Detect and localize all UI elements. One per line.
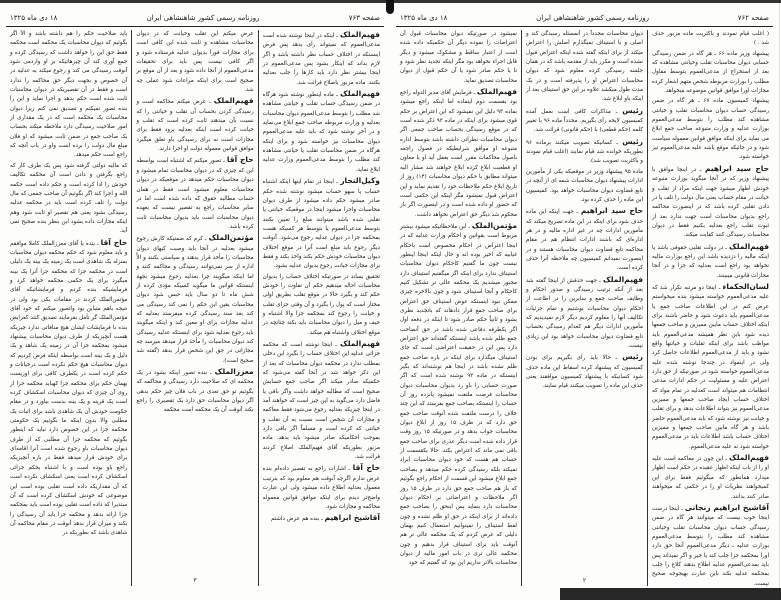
paragraph-text: تصور میکنم که اشتباه است بواسطه این که چیزی که در دیوان محاسبات تمام میشود و دیوان محاسبات حکم میدهد در موقعیکه در دیوان محاسبات معلوم میشود است فقط در همان حساب مطالبه حقوق که داده شده است اما در سایر محاسبات راجع به تقصیر نیست که بعهده دیوان محاسبات است باید بدیوان محاسبات ثابت کرده باشد. <box>136 158 254 230</box>
column-3 <box>6 30 132 586</box>
speaker-heading: لسان‌الحکماء <box>722 281 769 291</box>
paragraph-text: مذاکرات کافی است بعمل آمده کمیسیون لایحه رأی بگیریم. مجدداً ماده ۹۶ با تغییر کلمه (حکم قطعی) با (حکم قانونی) قرائت شد. <box>526 108 643 134</box>
paragraph: فهیم‌الملک ـ جهت حذفش از اینجا گفته شد بعد از آنکه ترتیب رسیدگی و صدور احکام و وظایف صاحب جمع و سایرین را در اطاعت از احکام دیوان محاسبات نوشتیم و تمام جزئیات تکالیف آنها را معلوم کردیم دیگر لازم نمیدیدیم که مأمورین ادارات دیگر هم کعدام رسیدگی بحساب تابع قضاوت دیوان محاسبات خواهد بود این زیادی نیست. <box>526 274 643 349</box>
speaker-heading: وکیل‌التجار <box>340 176 380 186</box>
paragraph-text: کرم که ضمنیکه کارش رجوع میشود بعدلیه در آنجا باید وصیت کیهای دیوان محاسبات را مأخذ قرار بدهند و سیاستی بکنند و الاَّ اداره از سر نمی‌توانند رسیدگی و محاکمه کنند و اما اینکه میگویند چرا بعدلیه رجوع میشود بجهة اینستکه قوانین ما میگوید کسیکه مؤدی کرده از شش ماه تا دو سال باید حبس شود دیوان محاسبات یقین این حکم را نمی کند رسیدگی می کند بعد سند رسیدگی کرده میفرستد بعدلیه که عدلیه مجازات برای او معین کند و اینکه میگویند باید رجوع بعدلیه شود برای اینستکه عدلیه رسیدگی کند دیوان محاسبات را مأخذ قرار میدهد میرسد چه مجازاتی در حق این شخص قرار بدهد (گفته شد صحیح است). <box>136 236 254 364</box>
paragraph-text: ( اغلب قیام نمودند و باکثریت ماده مزبور حذف شد . ) <box>652 31 769 47</box>
paragraph: فهیم‌الملک ـ در دولت تقلبی حقوقی باشد یا اینکه مالیه را دزدیده باشد این راجع بوزارت مالیه نخواهد بود راجع است بعدلیه که جزا و در آنجا مجازات قانونی میبینند. <box>652 241 769 279</box>
speaker-heading: فهیم‌الملک <box>340 339 380 348</box>
speaker-heading: رئیس <box>622 352 644 362</box>
gazette-title: روزنامه رسمی کشور شاهنشاهی ایران <box>146 14 260 22</box>
paragraph-text: که مالیه دولتی گرفته شود پس یک طرف کار که راجع بگرفتن و دادن است آن محکمه تکالیف خودش را ادا کرده است و حکم داده است حکمه الله و اجرا کند اگر بگوئیم آن صاحب جمعی که مال دولت را تلف کرده است باید در محکمه عدلیه رسیدگی بشود یعنی هم تقصیر او ثابت شود وهم اینکه مجازات داده بشود این بنظر بنده صحیح نمی آید. <box>10 162 128 235</box>
paragraph-text: ماده ۹۵ پیشنهاد وزیر در موقعیکه یکی از مأمورین ادارات پیشنهاد دیوان محاسبات شمه ای از آنچه در تابع قضاوت دیوان محاسبات خواهد بود. کمیسیون این ماده را حذف کرده بود. <box>526 168 643 203</box>
speaker-heading: حاج آقا <box>226 155 254 165</box>
paragraph-text: کسانیکه تصویب میکنند برماده ۹۶ بطوریکه خوانده شد قیام نمایند (اغلب قیام نمودند و باکثریت تصویب شد). <box>526 139 643 165</box>
paragraph: فهیم‌الملک ـ فرمایش آقای مدیر الدوله راجع بود بقسمت دوم اینماده اما اینکه راجع میشود بماده ۹۳ دلیل این نمیشود که این اعتراض بر حکم قوی میشود برای اینکه در ماده ۹۳ ذکر شده است که در موقع رسیدگی بحساب صاحب جمعی اگر دیوان محاسبات نظراتی داشته باشد بتوسط اداره متبوعه او موافق شرایطیکه در فصول راجعه باصول محاکمات مقرر است بعمل آید او یا معاون او قطعیت ابلاغ کرده ابلاغ خواهند شد مشار الیه میتواند مطابق با حکم دیوان محاسبات (۱۴) روز از تاریخ ابلاغ حکم ملاحظات خود را تقدیم نماید و این اعتراض قبول نمیشود مگر اینکه این حکمی است که حضور او داده شده است و در اینصورت اگر باز محکوم شد دیگر حق اعتراض نخواهد داشت. <box>400 87 517 218</box>
scan-binding-shadow <box>386 0 394 14</box>
speaker-heading: حاج سید ابراهیم <box>580 206 644 216</box>
paragraph-text: حالا باید رأی بگیریم برای بودن کمیسیون که پیشنهاد کرده اسقاط این ماده حذف شود کسانیکه با پیشنهاد کمیسیون موافقند یعنی حذف این ماده را تصویب میکنند قیام نمایند. <box>526 355 643 390</box>
paragraph: حاج سید ابراهیم ـ در اینجا موافق با پیشنهاد وزیر که در آنجا میگوید بوزارت متبوعه خودش اظهار میشود جهت اینکه مراد از تقلب و خیانت در مقام حساب یعنی مال دولت را تلف یا در دادن تقلبی کرده باشد که در اینصورت محاکمه راجع بدیوان محاسبات است جهت ندارد بعد از ثبوت تقلب راجع بعدلیه بکنیم فقط در دیوان محاسبات رسیدگی کنند کفایت میکند. <box>652 163 770 239</box>
speaker-heading: فهیم‌الملک <box>729 241 769 251</box>
paragraph-text: اینجا دو مرتبه تکرار شد که علیه مدعی‌العموم خواسته میشود بنده میخواستم عرض کنم در این اطلاعات صاحب جمع یا مدعی‌العموم باید دعوت شود و حاضر باشند برای اینکه اختلاف حساب مابین ممیزین و صاحب جمعها دیده شود باین نظر همیشه مدعی‌العموم باید مواظب باشد برای اینکه تقلبات و خیانتها واقع نشود و باید از مدعی‌العموم اطلاعات حاصل کرد ولی در اینمواد در چندجا نوشته شده علیه مدعی‌العموم خواسته شود در صورتیکه از حق دارد اعتراض علیه و مسئولیت در حکم ادارات مدعی انتظامات هم میتواند است کعدلیه در تمام مواد که اختلاف حساب ایجاد صاحب جمعها و ممیزین مدعی‌العموم نیز بتواند اطلاعات بدهد و برای تقلب و خیانت نیز نوشته شود که باید مدعی‌العموم حاضر باشد و هر گاه مابین صاحب جمعها و ممیزین اختلاف حساب باشد اطلاعات باید در مدعی‌العموم خواسته شود نه علیه مدعی‌العموم. <box>652 284 769 450</box>
paragraph: آقاشیخ ابراهیم ـ بنده هم عرض داشتم <box>270 513 380 523</box>
paragraph <box>652 50 769 97</box>
paragraph-text: اینجا درست اینجا خوب نیست که میتوانند هر گاه در ضمن رسیدگی حساب دیوان محاسبات تقلب وخیانتی مشاهده کند مطلب را بتوسط مدعی‌العموم بوزارت عدلیه ـ دیگر مدعی‌العموم آنجا حق دارد اورا بمحکمه جزا جلب کند یا خیر و اگر نمیداند پس باید بمدعی‌العموم عدلیه اطلاع بدهند کلاغ را جلب بمحکمه عدلیه بکند باین عبارت بهیجوجه صحیح نیست. <box>652 505 769 586</box>
paragraph: فهیم‌الملک ـ اینجا نوشته است که محکمه جزائی عدلیه این اختلاف حساب را بگیرد این دخلی بمطلب ندارد در محکمه دیوان محاسبات که بعد از این ذکر خواهد شد در آنجا گفته می‌شود که حکمیکه صادر میکند اگر صاحب جمع حسابش صحیح است که مطالبه خواهد داشت واگر باقی یا فاضل دارد می‌گوید به این چیز است که خواهند آمد در اینجا چیزیکه بعدلیه رجوع می‌شود فقط معاکمه و مجازات آن شخص است نسبت به آن تقلب و خیانتی که کرده است و مسلماً اگر باقی دارد بموجب احکامیکه صادر میشود باید بدهد. ماده مزبور بطوریکه آقای فهیم‌الملک اصلاح کردند قرائت شد. <box>262 339 380 461</box>
scan-bottom-shadow <box>560 588 781 600</box>
page-left <box>0 0 390 600</box>
paragraph <box>652 30 769 49</box>
paragraph: رئیس ـ مذاکرات کافی است بعمل آمده کمیسیون لایحه رأی بگیریم. مجدداً ماده ۹۶ با تغییر کلمه (حکم قطعی) با (حکم قانونی) قرائت شد. <box>526 105 643 134</box>
paragraph-text: پیشنهاد وزیر ماده ۶۶ ـ هر گاه در ضمن رسیدگی حسابی دیوان محاسبات تقلب وخیانتی مشاهده که بعد از استخراج از مدعی‌العموم بتوسط مقاول مطلب را بوزارت مربوطه شخص متهم اشعار کرده مجازات اورا موافق قوانین موضوعه میخواهد. <box>652 50 769 95</box>
paragraph-text: فرمایش آقای مدیر الدوله راجع بود بقسمت دوم اینماده اما اینکه راجع میشود بماده ۹۳ دلیل این نمیشود که این اعتراض بر حکم قوی میشود برای اینکه در ماده ۹۳ ذکر شده است که در موقع رسیدگی بحساب صاحب جمعی اگر دیوان محاسبات نظراتی داشته باشد بتوسط اداره متبوعه او موافق شرایطیکه در فصول راجعه باصول محاکمات مقرر است بعمل آید او یا معاون او قطعیت ابلاغ کرده ابلاغ خواهند شد مشار الیه میتواند مطابق با حکم دیوان محاسبات (۱۴) روز از تاریخ ابلاغ حکم ملاحظات خود را تقدیم نماید و این اعتراض قبول نمیشود مگر اینکه این حکمی است که حضور او داده شده است و در اینصورت اگر باز محکوم شد دیگر حق اعتراض نخواهد داشت. <box>400 90 517 218</box>
paragraph: فهیم‌الملک ـ عرض میکنم محاکمه است و رسیدگی کردن بحساب آن تقلب و خیانتی را که نسبت بآن میدهند ثابت کرده است که تقلب و خیانت کرده است اینکه بعدلیه برود فقط برای مجازات است نه برای رسیدگی باو تعلق میگیرد موافق قوانین معموله دولت او اجرا دارند. <box>136 96 254 153</box>
paragraph: معززالملک ـ بنده تصور اینکه بشود در یک محکمه ای که صلاحیت دارد رسیدگی و محاکمه که بگوئیم تو حق تعدی در باب فلان چیز حکم بدهی اگر دیوان محاسبات حق دارد یک تقصیری را راجع بکند آنوقت آن یک محکمه است محکمه <box>136 367 254 414</box>
speaker-heading: مؤتمن‌الملک <box>471 220 518 230</box>
paragraph-text: تحقیق بساند در صورتیکه اختلاف حساب را بدیوان محاسبات احاله میدهیم حکم آن تفاوت را خودش حکم کند و بگیرد حالا در موقع تقلب بطریق اولی مختار است که پول را بگیرد و آن وقتی جزای تقلب و خیانت را رجوع کند بمحکمه جزا والا اشتباه و حیف و میل را دیوان محاسبات باید بکند چنانچه در موقع اختلاف واشتباه هم میکند. <box>262 273 380 336</box>
footer-page-number: ۳ <box>193 577 197 584</box>
page-number: صفحه ۷۶۲ <box>737 14 769 22</box>
gazette-title: روزنامه رسمی کشور شاهنشاهی ایران <box>536 14 650 22</box>
speaker-heading: فهیم‌الملک <box>603 274 643 284</box>
speaker-heading: رئیس <box>622 136 643 146</box>
paragraph-text: ماده اینطور نوشته شود هرگاه در ضمن رسیدگی حساب تقلب و خیانتی مشاهده شد مطلب را بتوسط مدعی‌العموم دیوان محاسبات بعدلیه و وزارت مربوطه صاحب جمع ابلاغ می‌نماید و در آخر نوشته شود که باید علیه مدعی‌العموم دیوان محاسبات نیز خواسته شود و برای اینکه هرگاه در ضمن محاسبات تقلب یا خیانتی مشاهده کند مطلب را بتوسط مدعی‌العموم وزارت عدلیه ابلاغ نماید. <box>262 92 380 173</box>
speaker-heading: مؤتمن‌الملک <box>208 233 254 243</box>
issue-date: ۱۸ دی ماه ۱۳۲۵ <box>10 14 58 22</box>
paragraph-text: دیوان محاسبات مجدداً در آنمسئله رسیدگی کند و اصلی و با استیناف نمیگذارم اصلش را اعتراض میکند از برای اینکه گفته شده اینکه اعتراض قبول نشده است و مکرر باید از مقدمه باشد که در همان جلسه رسیدگی کرده معلوم شود که دیوان محاسبات اعتراض او را پذیرفته است و در یک مدت طول میکشد علاوه بر این حق استیناف بعد از اینکه باو ابلاغ شد. <box>525 31 643 103</box>
paragraph: فهیم‌الملک ـ اینکه در اینجا نوشته شده است مدعی‌العموم که نمیتواند رأی بدهد پس فرض اینستکه در اختلاف حساب نظر داشته باشد و اگر لازم بداند که اینکار بشود پس مدعی‌العموم در اینجا بیشتر نظر دارد باید کارها را جلب بعدلیه بکنند. ماده مزبور باصلاح قرائت شد. <box>262 30 380 86</box>
paragraph: حاج آقا ـ اشارات راجع به تقصیر داده‌ام بنده عرض ندارم اگرچه آنوقت هم معلوم بود که بترتیب معمول بعدلیه اطلاع داده میشود ولی این عبارت واضح‌تر دیدم برای اینکه موافق قوانین معموله محاکمه و مجازات شود. <box>262 463 380 510</box>
paragraph <box>526 30 643 105</box>
footer-page-number: ۲ <box>582 577 587 584</box>
columns <box>6 30 384 586</box>
speaker-heading: آقاشیخ ابراهیم زنجانی <box>684 502 770 512</box>
columns <box>396 30 773 586</box>
speaker-heading: معززالملک <box>214 367 254 377</box>
speaker-heading: آقاشیخ ابراهیم <box>324 513 380 523</box>
paragraph <box>136 30 253 95</box>
paragraph: وکیل‌التجار ـ اینجا در تمام اینها اینکه اشتباه حساب یا سهو حساب میشود نوشته شده حکم صادر میشود حکم داده میشود از طرف دیوان محاسبات واجرا میشود اینجا در موقعیکه خیانتی یا تقلبی شده باشد میتوانند مبلغ را تعیین بکنند بتوسط مدعی‌العموم یا بتوسط هر کسیکه هست بمحکمه جزا در دیوان عدلیه رجوع می‌شود. آنوقت دیگر رجوع باید مبلغ است آنرا در موقع اختلاف دیوان محاسبات خودش حکم بکند واخذ بکند و فقط برای مجازات خیانت رجوع بدیوان عدلیه بشود. <box>262 176 380 270</box>
paragraph <box>400 30 517 86</box>
paragraph <box>652 97 769 162</box>
paragraph: آقاشیخ ابراهیم زنجانی ـ اینجا درست اینجا خوب نیست که میتوانند هر گاه در ضمن رسیدگی حساب دیوان محاسبات تقلب وخیانتی مشاهده کند مطلب را بتوسط مدعی‌العموم بوزارت عدلیه ـ دیگر مدعی‌العموم آنجا حق دارد اورا بمحکمه جزا جلب کند یا خیر و اگر نمیداند پس باید بمدعی‌العموم عدلیه اطلاع بدهند کلاغ را جلب بمحکمه عدلیه بکند باین عبارت بهیجوجه صحیح نیست. <box>652 502 770 586</box>
paragraph-text: اینجا در تمام اینها اینکه اشتباه حساب یا سهو حساب میشود نوشته شده حکم صادر میشود حکم داده میشود از طرف دیوان محاسبات واجرا میشود اینجا در موقعیکه خیانتی یا تقلبی شده باشد میتوانند مبلغ را تعیین بکنند بتوسط مدعی‌العموم یا بتوسط هر کسیکه هست بمحکمه جزا در دیوان عدلیه رجوع می‌شود. آنوقت دیگر رجوع باید مبلغ است آنرا در موقع اختلاف دیوان محاسبات خودش حکم بکند واخذ بکند و فقط برای مجازات خیانت رجوع بدیوان عدلیه بشود. <box>262 179 380 270</box>
paragraph: حاج آقا ـ بنده با آقای معززالملک کاملا موافقم و باید معلوم شود که حکم محکمه دیوان محاسبات بمنزله یک شاهدی است یک زمینه یک بینه یک دلیلی است در محکمه جزا که محکمه جزا آنرا یک بینه میگیرد برای یک حکمی محکمه خواهد کرد و فرمایشیکه بنده کردم و فرمایشاتیکه آقای مؤتمن‌الملک کردند در مقامات یکی بود ولی در نتیجه باهم متباین بود واتصور میکنم که خود آقای مؤتمن‌الملک گر تأمل بفرمایند تصدیق کنند کعرایض بنده با فرمایشات ایشان هیچ منافاتی ندارد چیزیکه هست آنچیزیکه از طرف دیوان محاسبات پیشنهاد میشود بمحکمه جزا آن در زمینه یک شاهد و یک دلیل و یک بینه است بواسطه اینکه فرض کردیم که دیوان محاسبات هیچ حکم نکرده است درخیانات و حکم کرده است در یکطرف کافی برای اوزیست بهمان حکم برای محکمه جزا کهباید محکمه جزا از روی آن چیزی که دیوان محاسبات اسکشاف کرده است یک قرینه و یک بینه بدست بیاورد و در مقام حکومت خودش آن یک شاهدی باشد برای اثبات یک مطلبی والا بدون اینکه ما بگوئیم یک حکومتی محکمه جزا در این خصوص دارد نباید که اینطور بگوئیم که محکمه جزا آن مطلبی که از طرف دیوان محاسبات باو رجوع شده است آنرا اقامه‌ای برای خودش قرار میدهد فقط در باره آنچیزیکه راجع باو بوده است و با اشتباه بحکم جزائی اسکشاف کرده است یعنی اسکشاف نکرده است که آن مقداریکه داده است تقلبی بوده است این موضوعی که خودش اسکشاف کرده است که آن سندیرا که داده است تقلبی بوده است باید بمحکمه جزا ارائه بدهد و محکمه جزا باید آن رسیدگی را بکند و میزان قرار بدهد آنوقت در مقام محاکمه آن شاهدی باشد که بطوریکه در <box>10 237 128 537</box>
column-1 <box>259 30 384 586</box>
paragraph: فهیم‌الملک ـ ماده اینطور نوشته شود هرگاه در ضمن رسیدگی حساب تقلب و خیانتی مشاهده شد مطلب را بتوسط مدعی‌العموم دیوان محاسبات بعدلیه و وزارت مربوطه صاحب جمع ابلاغ می‌نماید و در آخر نوشته شود که باید علیه مدعی‌العموم دیوان محاسبات نیز خواسته شود و برای اینکه هرگاه در ضمن محاسبات تقلب یا خیانتی مشاهده کند مطلب را بتوسط مدعی‌العموم وزارت عدلیه ابلاغ نماید. <box>262 89 380 173</box>
speaker-heading: حاج آقا <box>352 463 380 473</box>
page-number: صفحه ۷۶۳ <box>348 14 380 22</box>
speaker-heading: فهیم‌الملک <box>477 87 517 97</box>
paragraph-text: عرض میکنم این تقلب وخیانت که در دیوان محاسبات مشاهده و ثابت شده این کافی است برای مجازات فورا بدیوان عدلیه فرستاده شود و اگر کافی نیست پس باید برای تحقیقات مدعی‌العموم از آنجا داده شود و بعد از آن موقع بر صحیح است برای اینکه مراعات شود عملی چه شد. <box>136 31 254 94</box>
paragraph-text: در اینجا موافق با پیشنهاد وزیر که در آنجا میگوید بوزارت متبوعه خودش اظهار میشود جهت اینکه مراد از تقلب و خیانت در مقام حساب یعنی مال دولت را تلف یا در دادن تقلبی کرده باشد که در اینصورت محاکمه راجع بدیوان محاسبات است جهت ندارد بعد از ثبوت تقلب راجع بعدلیه بکنیم فقط در دیوان محاسبات رسیدگی کنند کفایت میکند. <box>652 166 769 239</box>
paragraph-text: بنده هم عرض داشتم <box>270 516 320 523</box>
paragraph: مؤتمن‌الملک ـ کرم که ضمنیکه کارش رجوع میشود بعدلیه در آنجا باید وصیت کیهای دیوان محاسبات را مأخذ قرار بدهند و سیاستی بکنند و الاَّ اداره از سر نمی‌توانند رسیدگی و محاکمه کنند و اما اینکه میگویند چرا بعدلیه رجوع میشود بجهة اینستکه قوانین ما میگوید کسیکه مؤدی کرده از شش ماه تا دو سال باید حبس شود دیوان محاسبات یقین این حکم را نمی کند رسیدگی می کند بعد سند رسیدگی کرده میفرستد بعدلیه که عدلیه مجازات برای او معین کند و اینکه میگویند باید رجوع بعدلیه شود برای اینستکه عدلیه رسیدگی کند دیوان محاسبات را مأخذ قرار میدهد میرسد چه مجازاتی در حق این شخص قرار بدهد (گفته شد صحیح است). <box>136 233 254 364</box>
issue-date: ۱۸ دی ماه ۱۳۲۵ <box>400 14 448 22</box>
paragraph-text: پیشنهاد کمیسیون ماده ۶۷ ـ هر گاه در ضمن رسیدگی حساب دیوان محاسبات تقلب و خیانتی مشاهده کند مطلب را بتوسط مدعی‌العموم بوزارت عدلیه و وزارت متبوعه صاحب جمع ابلاغ می نماید برای اینکه موافق قوانین معموله سیاست شود و در جائیکه موقع باشد علیه مدعی‌العموم نیز خواسته شود. <box>652 98 769 161</box>
paragraph-text: بنده تصور اینکه بشود در یک محکمه ای که صلاحیت دارد رسیدگی و محاکمه که بگوئیم تو حق تعدی در باب فلان چیز حکم بدهی اگر دیوان محاسبات حق دارد یک تقصیری را راجع بکند آنوقت آن یک محکمه است محکمه <box>136 370 254 414</box>
paragraph-text: بنده با آقای معززالملک کاملا موافقم و باید معلوم شود که حکم محکمه دیوان محاسبات بمنزله یک شاهدی است یک زمینه یک بینه یک دلیلی است در محکمه جزا که محکمه جزا آنرا یک بینه میگیرد برای یک حکمی محکمه خواهد کرد و فرمایشیکه بنده کردم و فرمایشاتیکه آقای مؤتمن‌الملک کردند در مقامات یکی بود ولی در نتیجه باهم متباین بود واتصور میکنم که خود آقای مؤتمن‌الملک گر تأمل بفرمایند تصدیق کنند کعرایض بنده با فرمایشات ایشان هیچ منافاتی ندارد چیزیکه هست آنچیزیکه از طرف دیوان محاسبات پیشنهاد میشود بمحکمه جزا آن در زمینه یک شاهد و یک دلیل و یک بینه است بواسطه اینکه فرض کردیم که دیوان محاسبات هیچ حکم نکرده است درخیانات و حکم کرده است در یکطرف کافی برای اوزیست بهمان حکم برای محکمه جزا کهباید محکمه جزا از روی آن چیزی که دیوان محاسبات اسکشاف کرده است یک قرینه و یک بینه بدست بیاورد و در مقام حکومت خودش آن یک شاهدی باشد برای اثبات یک مطلبی والا بدون اینکه ما بگوئیم یک حکومتی محکمه جزا در این خصوص دارد نباید که اینطور بگوئیم که محکمه جزا آن مطلبی که از طرف دیوان محاسبات باو رجوع شده است آنرا اقامه‌ای برای خودش قرار میدهد فقط در باره آنچیزیکه راجع باو بوده است و با اشتباه بحکم جزائی اسکشاف کرده است یعنی اسکشاف نکرده است که آن مقداریکه داده است تقلبی بوده است این موضوعی که خودش اسکشاف کرده است که آن سندیرا که داده است تقلبی بوده است باید بمحکمه جزا ارائه بدهد و محکمه جزا باید آن رسیدگی را بکند و میزان قرار بدهد آنوقت در مقام محاکمه آن شاهدی باشد که بطوریکه در <box>10 240 128 537</box>
paragraph-text: جهت اینکه این ماده حذف شود برای اینکه در این ماده تصریح میکند که مأمورین ادارات چه در غیر اداره مالیه و در هر اداره‌ای که باشند ادارات انتظام هم در مقام محاکمه تابع قضاوت دیوان محاسبات هستند و در اینصورت نمیدانم کمیسیون چه ملاحظه آنرا حذف کرده است. <box>526 209 643 272</box>
page-header <box>396 10 773 27</box>
paragraph-text: باید صلاحیت حکم را هم داشته باشد و الاّ اگر بگوئیم که دیوان محاسبات یک محکمه است محکمه فقط حق این را خواهد داشت که رسیدگی کرده و جمع آوری کند آن چیزهائیکه بر او واردمی شود آنوقت رسیدگی می کند و رجوع میکند به عدلیه در آن خصوص و بجهت دیگر حق محاکمه را ندارد است و فقط در آن تقصیریکه در دیوان محاسبات ثابت شده است حکم بدهد و اجرا نماید و این را بنده تصور نمیکنم و تصدیق نمی کنم زیرا دیوان محاسبات یک محکمه است که در یک مقداری از امور صلاحیت رسیدگی دارد ملاحظه میکند بحساب یک صاحب جمع در ضمن ثابت میشود که او فلان مبلغ مال دولت را برده است واو در باب آنچه که راجع است حکم میدهد. <box>10 31 128 159</box>
paragraph <box>526 168 643 205</box>
column-2 <box>132 30 258 586</box>
speaker-heading: حاج سید ابراهیم <box>704 163 770 173</box>
paragraph-text: جهت حذفش از اینجا گفته شد بعد از آنکه ترتیب رسیدگی و صدور احکام و وظایف صاحب جمع و سایرین را در اطاعت از احکام دیوان محاسبات نوشتیم و تمام جزئیات تکالیف آنها را معلوم کردیم دیگر لازم نمیدیدیم که مأمورین ادارات دیگر هم کعدام رسیدگی بحساب تابع قضاوت دیوان محاسبات خواهد بود این زیادی نیست. <box>526 277 643 349</box>
paragraph-text: اشارات راجع به تقصیر داده‌ام بنده عرض ندارم اگرچه آنوقت هم معلوم بود که بترتیب معمول بعدلیه اطلاع داده میشود ولی این عبارت واضح‌تر دیدم برای اینکه موافق قوانین معموله محاکمه و مجازات شود. <box>262 466 380 510</box>
column-2 <box>522 30 648 586</box>
speaker-heading: فهیم‌الملک <box>729 453 769 463</box>
paragraph <box>10 162 127 237</box>
paragraph: فهیم‌الملک ـ این چون در معاکمه است علیه او را از باب اینکه اظهار عقیده در حکم است اظهار میدارد همانطور که میگوئیم فقط برای این کمیخواهند نظریات او را در حکمی که میخواهند صادر کنند بدانند. <box>652 453 769 500</box>
paragraph-text: نمیشود در صورتیکه دیوان محاسبات قبول آن اعتراضات را نموده دیگر آن حکمیکه داده شده است از اعتبار ساقط و مشکوک میشود و دیگر قابل اجراء نخواهد بود مگر اینکه تجدید نظر شود و تا یا حکم صادر شود یا آن حکم قبول از دیوان محاسبات تصدیق نماید. <box>400 31 517 84</box>
paragraph: حاج آقا ـ تصور میکنم که اشتباه است بواسطه این که چیزی که در دیوان محاسبات تمام میشود و دیوان محاسبات حکم میدهد در موقعیکه در دیوان محاسبات معلوم میشود است فقط در همان حساب مطالبه حقوق که داده شده است اما در سایر محاسبات راجع به تقصیر نیست که بعهده دیوان محاسبات است باید بدیوان محاسبات ثابت کرده باشد. <box>136 155 254 230</box>
paragraph: مؤتمن‌الملک ـ این ملاحظاتیکه میشود بیشتر مربوط است بقوانین و احکام وزارت عدلیه که در اینجا اعتراض در احکام مخصوص است باحکام غیابیه که اخیر بوده انه و حال اینکه اینجا اینطور نیست چون ما گفتیم کاحکام دیوان محاسبات استیناف ندارد برای اینکه اگر میگفتیم استیناف دارد مجبور میشدیم یک محکمه عالی تر تشکیل کنیم کاحکام و آنجا استیناف شود و چون بالاخره چیزی ممکن نبود اینستکه عوض استیناف حق اعتراض برای صاحب جمع قرار دادهاند که باتجدید نظری بشود و ثانیاً حکم صادر شود تا اینکه در دفعه اول اگر یکطرفه دفاعی شده باشد در حق آنصاحب جمع ظلم شده باشد اینستکه گفته‌اند حق اعتراض دارد پس این در حقیقت اعتراضی است که جای استیناف میگذارد برای اینکه در باره صاحب جمع ظلم نشده باشد در اینجا هم نوشته‌اند که بگیر اینستکه در ماده ۹۳ نوشته شده است که اگر صورت حسابی را باو رد بدیوان محاسبات دیوان محاسبات فرصت ملتفت نمیشود پانزده روز آن حساب را اینستکه بصاحب جمع بفرستد که این چند خلاف را درست ملتفت شده آنوقت صاحب جمع حق دارد که در ظرف ۱۵ روز از ابلاغ دیوان محاسبات جواب بدهد و در صورتیکه ۱۵ روز وقت قرار داده شده است دیگر عذری برای صاحب جمع باقی نمی ماند که اعتراض بکند. حالا یکقسمت از حساب هم هست که خود دیوان محاسبات ایراد نمیکند بلکه رسیدگی کرده حکم میدهد و بصاحب جمع ابلاغ میشود این قسمت از احکام راجع بگوئیم که باز هم صاحب جمع حق دارد در ظرف ۱۵ روز اگر ملاحظات و اعتراضاتی بر احکام دیوان محاسبات دارد بنماید پس اینحق را بصاحب جمع داده‌اند از برای اینکه در حق او ظلم نشده و چون لفظ استیناف را نمیتوانیم استعمال کنیم بهمان دلیلی که عرض کردم که یک محکمه عالی تر هم آنوقت باید برای استیناف قرار بدهیم و چون محکمه عالی تری در باب امور مالیه از دیوان محاسبات بالاتر نداریم این بود که گفتیم که خود <box>399 220 518 567</box>
paragraph: حاج سید ابراهیم ـ جهت اینکه این ماده حذف شود برای اینکه در این ماده تصریح میکند که مأمورین ادارات چه در غیر اداره مالیه و در هر اداره‌ای که باشند ادارات انتظام هم در مقام محاکمه تابع قضاوت دیوان محاسبات هستند و در اینصورت نمیدانم کمیسیون چه ملاحظه آنرا حذف کرده است. <box>526 206 644 272</box>
paragraph-text: اینجا نوشته است که محکمه جزائی عدلیه این اختلاف حساب را بگیرد این دخلی بمطلب ندارد در محکمه دیوان محاسبات که بعد از این ذکر خواهد شد در آنجا گفته می‌شود که حکمیکه صادر میکند اگر صاحب جمع حسابش صحیح است که مطالبه خواهد داشت واگر باقی یا فاضل دارد می‌گوید به این چیز است که خواهند آمد در اینجا چیزیکه بعدلیه رجوع می‌شود فقط معاکمه و مجازات آن شخص است نسبت به آن تقلب و خیانتی که کرده است و مسلماً اگر باقی دارد بموجب احکامیکه صادر میشود باید بدهد. ماده مزبور بطوریکه آقای فهیم‌الملک اصلاح کردند قرائت شد. <box>262 342 380 461</box>
paragraph-text: در دولت تقلبی حقوقی باشد یا اینکه مالیه را دزدیده باشد این راجع بوزارت مالیه نخواهد بود راجع است بعدلیه که جزا و در آنجا مجازات قانونی میبینند. <box>652 244 769 279</box>
page-header <box>6 10 384 27</box>
paragraph: رئیس ـ کسانیکه تصویب میکنند برماده ۹۶ بطوریکه خوانده شد قیام نمایند (اغلب قیام نمودند و باکثریت تصویب شد). <box>526 136 643 165</box>
paragraph <box>10 30 127 161</box>
paragraph-text: عرض میکنم محاکمه است و رسیدگی کردن بحساب آن تقلب و خیانتی را که نسبت بآن میدهند ثابت کرده است که تقلب و خیانت کرده است اینکه بعدلیه برود فقط برای مجازات است نه برای رسیدگی باو تعلق میگیرد موافق قوانین معموله دولت او اجرا دارند. <box>136 99 254 153</box>
paragraph-text: این ملاحظاتیکه میشود بیشتر مربوط است بقوانین و احکام وزارت عدلیه که در اینجا اعتراض در احکام مخصوص است باحکام غیابیه که اخیر بوده انه و حال اینکه اینجا اینطور نیست چون ما گفتیم کاحکام دیوان محاسبات استیناف ندارد برای اینکه اگر میگفتیم استیناف دارد مجبور میشدیم یک محکمه عالی تر تشکیل کنیم کاحکام و آنجا استیناف شود و چون بالاخره چیزی ممکن نبود اینستکه عوض استیناف حق اعتراض برای صاحب جمع قرار دادهاند که باتجدید نظری بشود و ثانیاً حکم صادر شود تا اینکه در دفعه اول اگر یکطرفه دفاعی شده باشد در حق آنصاحب جمع ظلم شده باشد اینستکه گفته‌اند حق اعتراض دارد پس این در حقیقت اعتراضی است که جای استیناف میگذارد برای اینکه در باره صاحب جمع ظلم نشده باشد در اینجا هم نوشته‌اند که بگیر اینستکه در ماده ۹۳ نوشته شده است که اگر صورت حسابی را باو رد بدیوان محاسبات دیوان محاسبات فرصت ملتفت نمیشود پانزده روز آن حساب را اینستکه بصاحب جمع بفرستد که این چند خلاف را درست ملتفت شده آنوقت صاحب جمع حق دارد که در ظرف ۱۵ روز از ابلاغ دیوان محاسبات جواب بدهد و در صورتیکه ۱۵ روز وقت قرار داده شده است دیگر عذری برای صاحب جمع باقی نمی ماند که اعتراض بکند. حالا یکقسمت از حساب هم هست که خود دیوان محاسبات ایراد نمیکند بلکه رسیدگی کرده حکم میدهد و بصاحب جمع ابلاغ میشود این قسمت از احکام راجع بگوئیم که باز هم صاحب جمع حق دارد در ظرف ۱۵ روز اگر ملاحظات و اعتراضاتی بر احکام دیوان محاسبات دارد بنماید پس اینحق را بصاحب جمع داده‌اند از برای اینکه در حق او ظلم نشده و چون لفظ استیناف را نمیتوانیم استعمال کنیم بهمان دلیلی که عرض کردم که یک محکمه عالی تر هم آنوقت باید برای استیناف قرار بدهیم و چون محکمه عالی تری در باب امور مالیه از دیوان محاسبات بالاتر نداریم این بود که گفتیم که خود <box>399 223 517 567</box>
paragraph: رئیس ـ حالا باید رأی بگیریم برای بودن کمیسیون که پیشنهاد کرده اسقاط این ماده حذف شود کسانیکه با پیشنهاد کمیسیون موافقند یعنی حذف این ماده را تصویب میکنند قیام نمایند. <box>526 352 644 390</box>
speaker-heading: رئیس <box>622 105 643 115</box>
speaker-heading: حاج آقا <box>100 237 128 247</box>
paragraph: لسان‌الحکماء ـ اینجا دو مرتبه تکرار شد که علیه مدعی‌العموم خواسته میشود بنده میخواستم عرض کنم در این اطلاعات صاحب جمع یا مدعی‌العموم باید دعوت شود و حاضر باشند برای اینکه اختلاف حساب مابین ممیزین و صاحب جمعها دیده شود باین نظر همیشه مدعی‌العموم باید مواظب باشد برای اینکه تقلبات و خیانتها واقع نشود و باید از مدعی‌العموم اطلاعات حاصل کرد ولی در اینمواد در چندجا نوشته شده علیه مدعی‌العموم خواسته شود در صورتیکه از حق دارد اعتراض علیه و مسئولیت در حکم ادارات مدعی انتظامات هم میتواند است کعدلیه در تمام مواد که اختلاف حساب ایجاد صاحب جمعها و ممیزین مدعی‌العموم نیز بتواند اطلاعات بدهد و برای تقلب و خیانت نیز نوشته شود که باید مدعی‌العموم حاضر باشد و هر گاه مابین صاحب جمعها و ممیزین اختلاف حساب باشد اطلاعات باید در مدعی‌العموم خواسته شود نه علیه مدعی‌العموم. <box>652 281 769 450</box>
speaker-heading: فهیم‌الملک <box>340 30 380 39</box>
column-3 <box>396 30 522 586</box>
paragraph-text: اینکه در اینجا نوشته شده است مدعی‌العموم که نمیتواند رأی بدهد پس فرض اینستکه در اختلاف حساب نظر داشته باشد و اگر لازم بداند که اینکار بشود پس مدعی‌العموم در اینجا بیشتر نظر دارد باید کارها را جلب بعدلیه بکنند. ماده مزبور باصلاح قرائت شد. <box>262 33 380 86</box>
speaker-heading: فهیم‌الملک <box>340 89 380 99</box>
speaker-heading: فهیم‌الملک <box>213 96 254 106</box>
column-1 <box>648 30 773 586</box>
paragraph <box>263 273 380 338</box>
page-right <box>390 0 780 600</box>
paragraph-text: این چون در معاکمه است علیه او را از باب اینکه اظهار عقیده در حکم است اظهار میدارد همانطور که میگوئیم فقط برای این کمیخواهند نظریات او را در حکمی که میخواهند صادر کنند بدانند. <box>652 456 769 500</box>
